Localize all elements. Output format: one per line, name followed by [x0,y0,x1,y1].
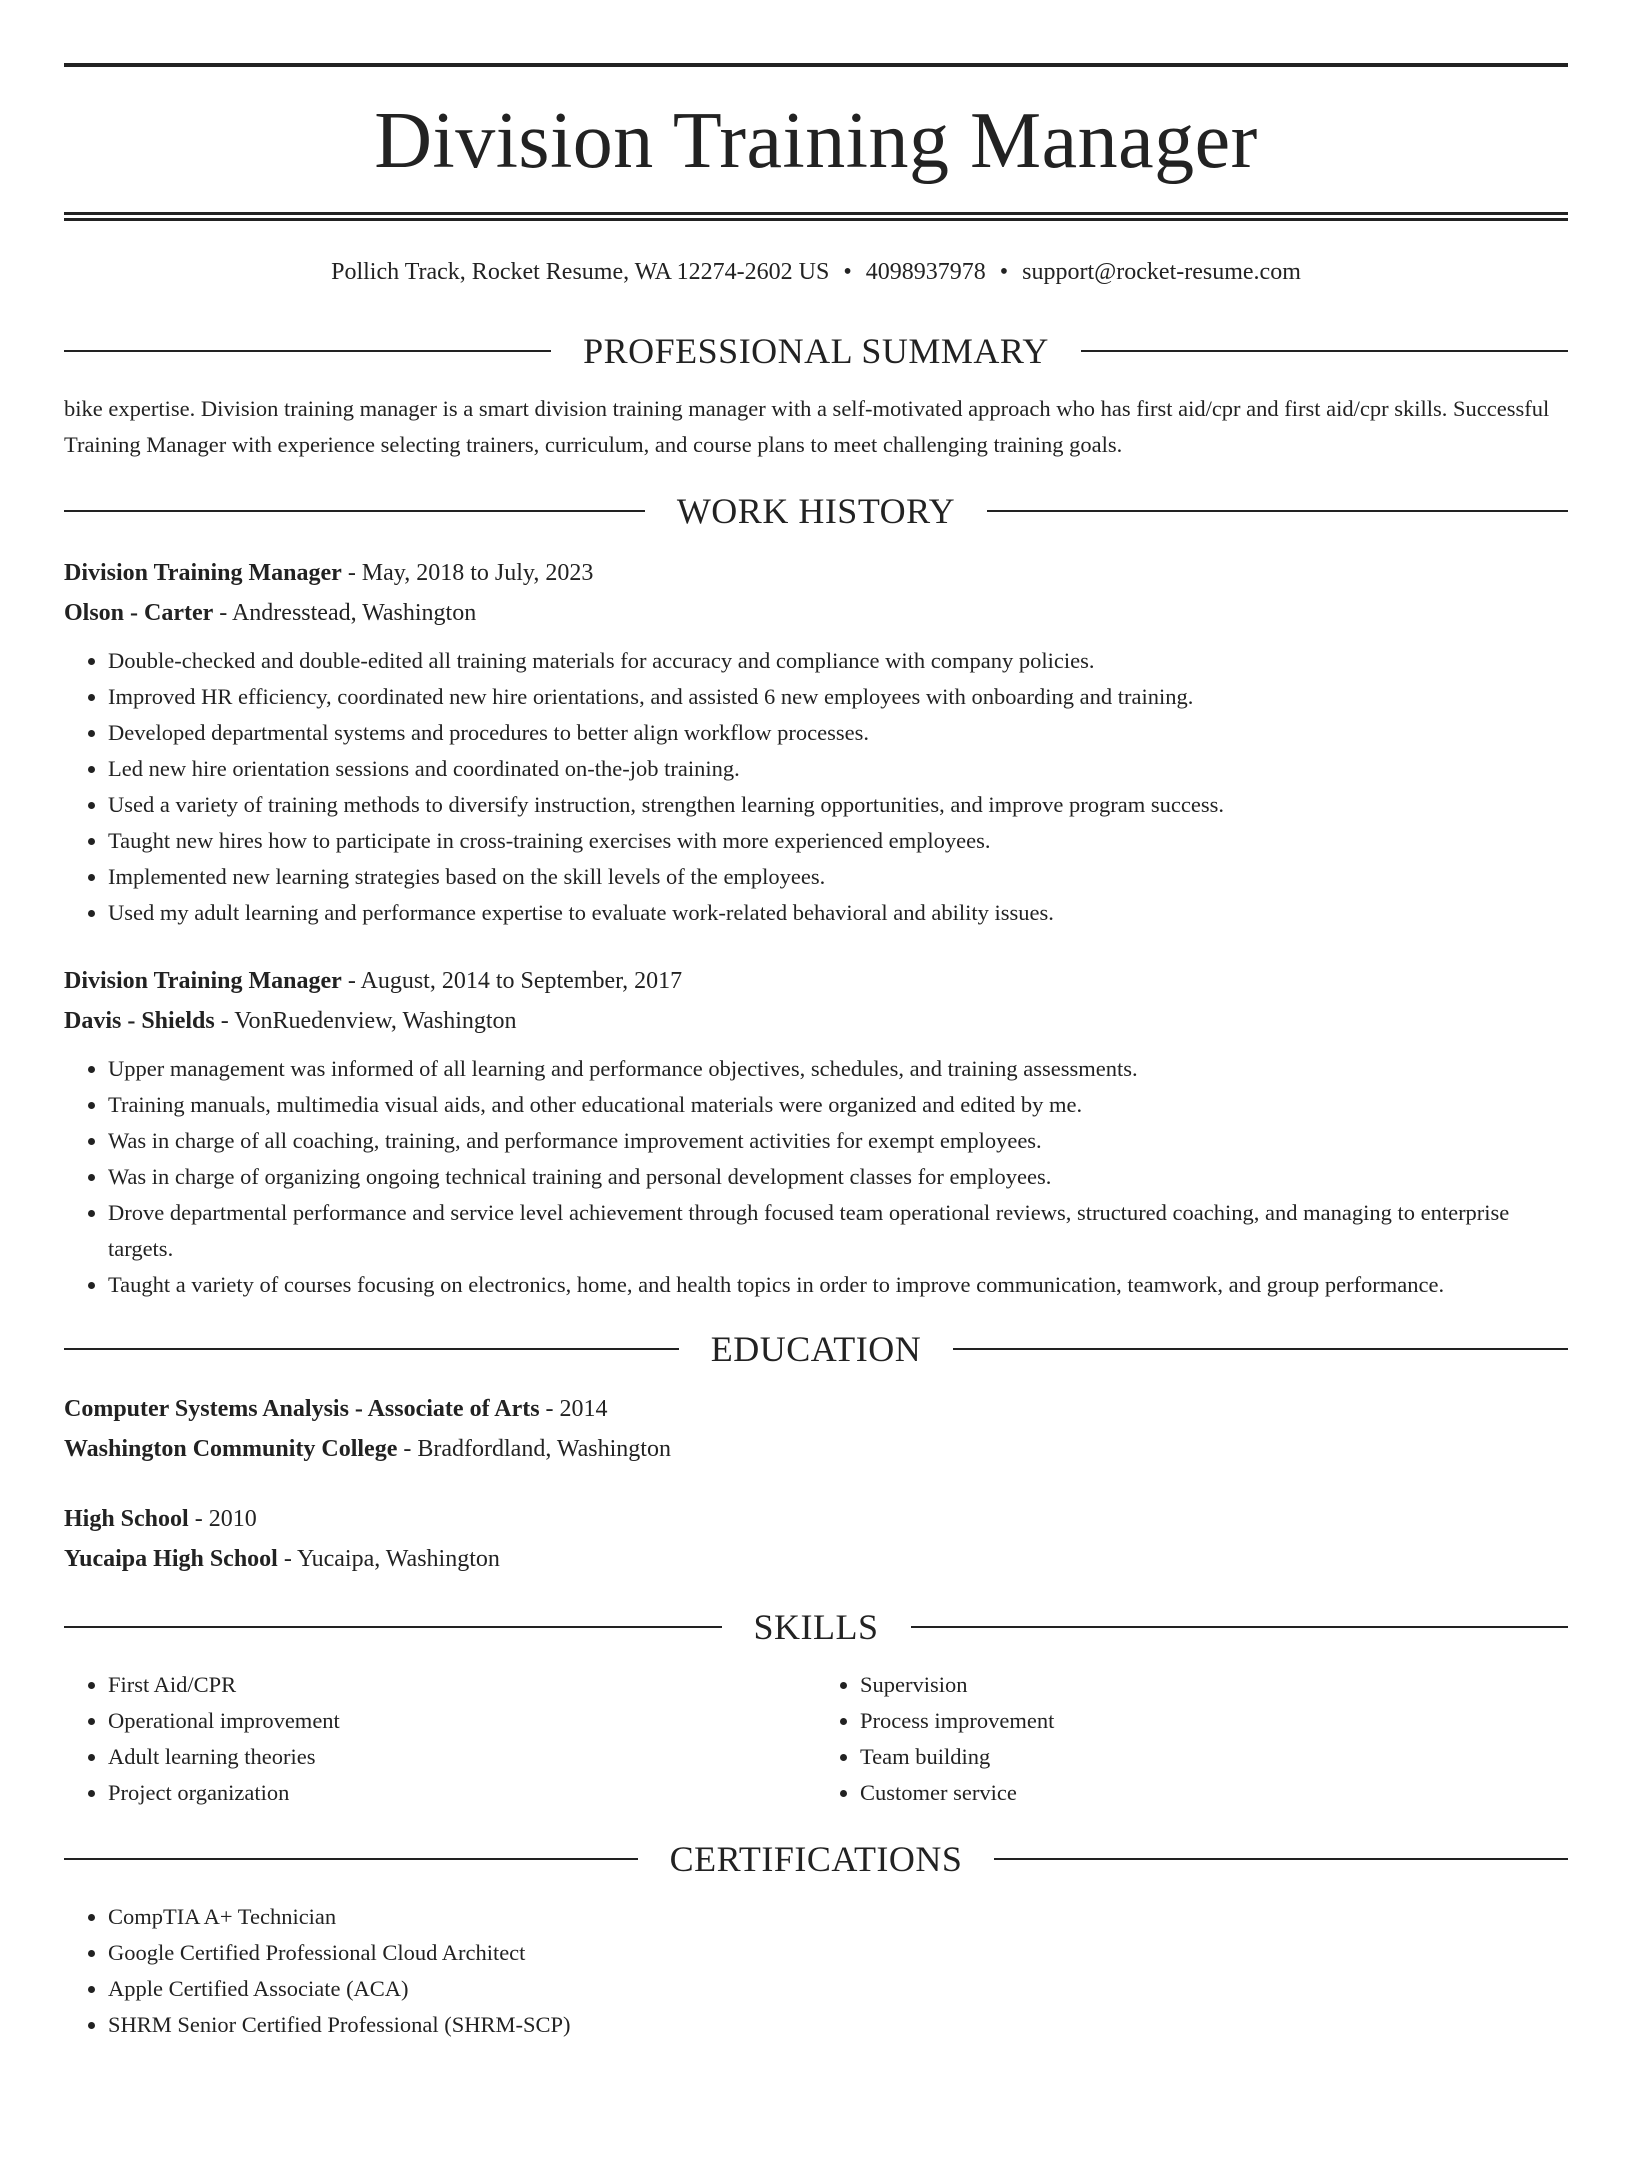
section-title: PROFESSIONAL SUMMARY [583,330,1049,371]
list-item: • Was in charge of all coaching, training, and performance improvement activities for exempt employees. [108,1123,1568,1159]
education-entry [64,1389,1568,1469]
job-title-line [64,961,1568,1001]
summary-text: bike expertise. Division training manager is a smart division training manager with a self-motivated approach who has first aid/cpr and first aid/cpr skills. Successful Training Manager with experience selecting trainers, curriculum, and course plans to meet challenging training goals. [64,395,1550,457]
section-rule [987,510,1568,512]
section-title: EDUCATION [710,1328,922,1369]
list-item: • Was in charge of organizing ongoing technical training and personal development classes for employees. [108,1159,1568,1195]
section-title: CERTIFICATIONS [669,1838,963,1879]
list-item: • SHRM Senior Certified Professional (SHRM-SCP) [108,2007,1568,2043]
job-title-line [64,553,1568,593]
list-item: • Customer service [860,1775,1568,1811]
list-item: • Taught new hires how to participate in cross-training exercises with more experienced employees. [108,823,1568,859]
job-bullets [64,1051,1568,1303]
list-item: • Supervision [860,1667,1568,1703]
list-item: • Apple Certified Associate (ACA) [108,1971,1568,2007]
list-item: • Improved HR efficiency, coordinated new hire orientations, and assisted 6 new employees with onboarding and training. [108,679,1568,715]
contact-separator: • [999,259,1009,285]
section-header-certifications [64,1838,1568,1879]
contact-phone: 4098937978 [865,259,986,285]
list-item: • Developed departmental systems and procedures to better align workflow processes. [108,715,1568,751]
job-company-line [64,1001,1568,1041]
section-rule [64,350,551,352]
section-rule [64,1348,679,1350]
section-rule [994,1858,1568,1860]
education-degree-line [64,1389,1568,1429]
job-company-line [64,593,1568,633]
education-degree-line [64,1499,1568,1539]
job-location: - Andresstead, Washington [213,599,477,626]
job-location: - VonRuedenview, Washington [214,1007,517,1034]
education-degree: High School [64,1505,189,1532]
list-item: • Used my adult learning and performance expertise to evaluate work-related behavioral and ability issues. [108,895,1568,931]
resume-page [0,63,1632,2175]
list-item: • Double-checked and double-edited all training materials for accuracy and compliance with company policies. [108,643,1568,679]
list-item: • Implemented new learning strategies based on the skill levels of the employees. [108,859,1568,895]
section-rule [1081,350,1568,352]
skills-grid [64,1667,1568,1811]
list-item: • Team building [860,1739,1568,1775]
contact-address: Pollich Track, Rocket Resume, WA 12274-2602 US [331,259,830,285]
job-entry [64,553,1568,931]
list-item: • Project organization [108,1775,816,1811]
resume-name: Division Training Manager [374,97,1258,185]
job-company: Olson - Carter [64,599,214,626]
section-title: WORK HISTORY [676,490,956,531]
education-degree: Computer Systems Analysis - Associate of Arts [64,1395,540,1422]
job-company: Davis - Shields [64,1007,215,1034]
list-item: • Process improvement [860,1703,1568,1739]
job-bullets [64,643,1568,931]
section-header-work [64,490,1568,531]
section-rule [64,1858,638,1860]
certifications-list [64,1899,1568,2043]
top-rule [64,63,1568,67]
list-item: • Google Certified Professional Cloud Architect [108,1935,1568,1971]
list-item: • Adult learning theories [108,1739,816,1775]
list-item: • Led new hire orientation sessions and coordinated on-the-job training. [108,751,1568,787]
section-rule [64,1626,722,1628]
education-year: - 2014 [539,1395,608,1422]
education-school-line [64,1429,1568,1469]
list-item: • Used a variety of training methods to diversify instruction, strengthen learning opportunities, and improve program success. [108,787,1568,823]
education-school-line [64,1539,1568,1579]
list-item: • First Aid/CPR [108,1667,816,1703]
education-location: - Bradfordland, Washington [397,1435,671,1462]
list-item: • Drove departmental performance and service level achievement through focused team operational reviews, structured coaching, and managing to enterprise targets. [108,1195,1568,1267]
section-rule [64,510,645,512]
job-dates: - August, 2014 to September, 2017 [341,967,683,994]
list-item: • Upper management was informed of all learning and performance objectives, schedules, and training assessments. [108,1051,1568,1087]
section-header-summary [64,330,1568,371]
section-header-skills [64,1606,1568,1647]
education-entry [64,1499,1568,1579]
skills-list-right [816,1667,1568,1811]
education-year: - 2010 [188,1505,257,1532]
header-double-rule [64,212,1568,221]
section-rule [911,1626,1569,1628]
job-role: Division Training Manager [64,559,342,586]
section-rule [953,1348,1568,1350]
list-item: • CompTIA A+ Technician [108,1899,1568,1935]
contact-email: support@rocket-resume.com [1022,259,1301,285]
education-location: - Yucaipa, Washington [277,1545,500,1572]
contact-line [64,258,1568,287]
list-item: • Operational improvement [108,1703,816,1739]
education-school: Washington Community College [64,1435,398,1462]
education-school: Yucaipa High School [64,1545,278,1572]
contact-separator: • [843,259,852,285]
job-dates: - May, 2018 to July, 2023 [341,559,594,586]
section-header-education [64,1328,1568,1369]
job-entry [64,961,1568,1303]
job-role: Division Training Manager [64,967,342,994]
list-item: • Taught a variety of courses focusing on electronics, home, and health topics in order to improve communication, teamwork, and group performance. [108,1267,1568,1303]
list-item: • Training manuals, multimedia visual aids, and other educational materials were organized and edited by me. [108,1087,1568,1123]
skills-list-left [64,1667,816,1811]
section-title: SKILLS [753,1606,879,1647]
